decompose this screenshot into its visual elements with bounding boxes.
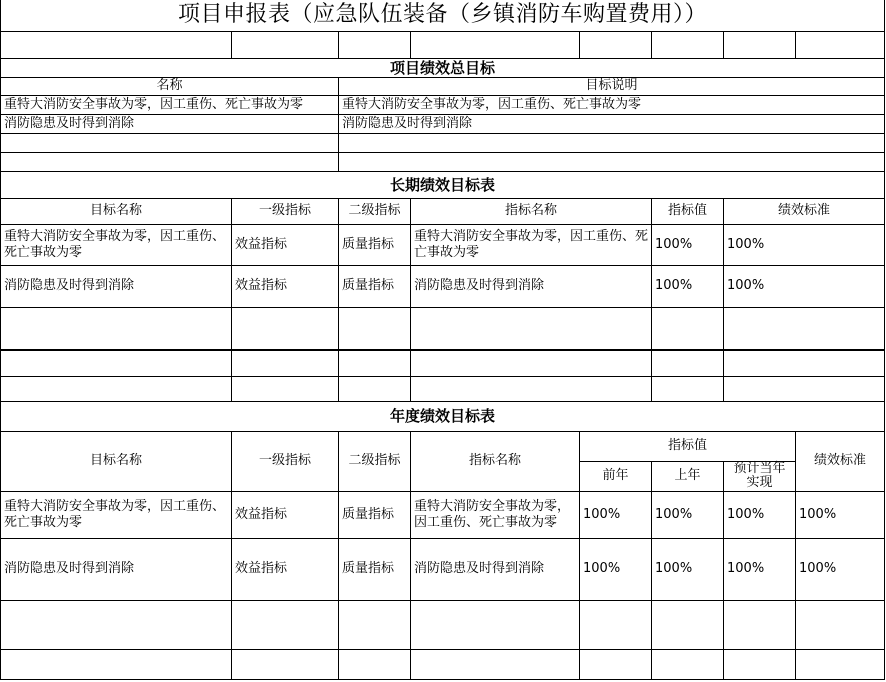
annual-level2-indicator: 质量指标 <box>339 538 411 600</box>
annual-level1-header: 一级指标 <box>232 431 339 491</box>
annual-year-before-last-value: 100% <box>580 538 652 600</box>
overall-goal-description: 重特大消防安全事故为零，因工重伤、死亡事故为零 <box>339 95 885 114</box>
long-term-heading-row <box>1 171 885 198</box>
long-term-level2-header: 二级指标 <box>339 198 411 224</box>
overall-name-header: 名称 <box>1 77 339 95</box>
overall-goal-heading: 项目绩效总目标 <box>1 58 885 77</box>
form-title: 项目申报表（应急队伍装备（乡镇消防车购置费用）） <box>1 0 885 31</box>
empty-cell <box>796 600 885 649</box>
long-term-performance-standard: 100% <box>724 224 885 265</box>
annual-goal-name: 消防隐患及时得到消除 <box>1 538 232 600</box>
long-term-header-row <box>1 198 885 224</box>
long-term-indicator-name: 消防隐患及时得到消除 <box>411 265 652 307</box>
empty-cell <box>1 350 232 376</box>
empty-cell <box>1 133 339 152</box>
annual-standard-header: 绩效标准 <box>796 431 885 491</box>
table-row <box>1 265 885 307</box>
long-term-level2-indicator: 质量指标 <box>339 224 411 265</box>
annual-indicator-header: 指标名称 <box>411 431 580 491</box>
empty-cell <box>652 307 724 350</box>
long-term-indicator-name: 重特大消防安全事故为零，因工重伤、死亡事故为零 <box>411 224 652 265</box>
long-term-level2-indicator: 质量指标 <box>339 265 411 307</box>
empty-cell <box>411 31 580 58</box>
table-row <box>1 133 885 152</box>
empty-cell <box>724 31 796 58</box>
overall-goal-name: 消防隐患及时得到消除 <box>1 114 339 133</box>
annual-level1-indicator: 效益指标 <box>232 491 339 538</box>
empty-cell <box>724 376 885 401</box>
overall-goal-description: 消防隐患及时得到消除 <box>339 114 885 133</box>
table-row <box>1 307 885 350</box>
empty-cell <box>232 376 339 401</box>
empty-cell <box>411 600 580 649</box>
empty-cell <box>652 376 724 401</box>
table-row <box>1 600 885 649</box>
annual-indicator-name: 消防隐患及时得到消除 <box>411 538 580 600</box>
empty-cell <box>1 376 232 401</box>
annual-level2-header: 二级指标 <box>339 431 411 491</box>
annual-level2-indicator: 质量指标 <box>339 491 411 538</box>
long-term-level1-indicator: 效益指标 <box>232 265 339 307</box>
long-term-indicator-value: 100% <box>652 224 724 265</box>
annual-current-year-value: 100% <box>724 538 796 600</box>
table-row <box>1 95 885 114</box>
empty-cell <box>1 649 232 679</box>
annual-last-year-header: 上年 <box>652 461 724 491</box>
long-term-indicator-header: 指标名称 <box>411 198 652 224</box>
table-row <box>1 350 885 376</box>
empty-cell <box>652 600 724 649</box>
annual-performance-standard: 100% <box>796 538 885 600</box>
empty-cell <box>580 31 652 58</box>
annual-goal-name: 重特大消防安全事故为零，因工重伤、死亡事故为零 <box>1 491 232 538</box>
empty-cell <box>652 31 724 58</box>
empty-cell <box>652 350 724 376</box>
empty-cell <box>580 649 652 679</box>
overall-header-row <box>1 77 885 95</box>
empty-cell <box>339 307 411 350</box>
annual-year-before-last-value: 100% <box>580 491 652 538</box>
empty-cell <box>339 649 411 679</box>
empty-cell <box>232 350 339 376</box>
empty-cell <box>339 31 411 58</box>
long-term-goal-name: 重特大消防安全事故为零，因工重伤、死亡事故为零 <box>1 224 232 265</box>
empty-cell <box>724 649 796 679</box>
annual-heading: 年度绩效目标表 <box>1 401 885 431</box>
annual-current-year-header: 预计当年实现 <box>733 461 786 490</box>
empty-cell <box>724 350 885 376</box>
empty-cell <box>724 600 796 649</box>
empty-cell <box>580 600 652 649</box>
table-row <box>1 376 885 401</box>
empty-cell <box>232 31 339 58</box>
annual-goal-header: 目标名称 <box>1 431 232 491</box>
annual-current-year-value: 100% <box>724 491 796 538</box>
table-row <box>1 224 885 265</box>
annual-header-row <box>1 431 885 461</box>
empty-cell <box>411 307 652 350</box>
empty-cell <box>411 649 580 679</box>
empty-cell <box>339 152 885 171</box>
long-term-value-header: 指标值 <box>652 198 724 224</box>
annual-indicator-name: 重特大消防安全事故为零，因工重伤、死亡事故为零 <box>411 491 580 538</box>
empty-cell <box>1 600 232 649</box>
long-term-level1-header: 一级指标 <box>232 198 339 224</box>
overall-heading-row <box>1 58 885 77</box>
empty-cell <box>724 307 885 350</box>
overall-description-header: 目标说明 <box>339 77 885 95</box>
blank-row <box>1 31 885 58</box>
annual-year-before-last-header: 前年 <box>580 461 652 491</box>
annual-heading-row <box>1 401 885 431</box>
empty-cell <box>796 31 885 58</box>
annual-last-year-value: 100% <box>652 538 724 600</box>
table-row <box>1 152 885 171</box>
empty-cell <box>339 350 411 376</box>
table-row <box>1 114 885 133</box>
annual-level1-indicator: 效益指标 <box>232 538 339 600</box>
empty-cell <box>411 350 652 376</box>
empty-cell <box>411 376 652 401</box>
table-row <box>1 649 885 679</box>
long-term-performance-standard: 100% <box>724 265 885 307</box>
long-term-standard-header: 绩效标准 <box>724 198 885 224</box>
annual-value-header: 指标值 <box>580 431 796 461</box>
long-term-level1-indicator: 效益指标 <box>232 224 339 265</box>
empty-cell <box>796 649 885 679</box>
annual-last-year-value: 100% <box>652 491 724 538</box>
table-row <box>1 491 885 538</box>
empty-cell <box>1 31 232 58</box>
long-term-goal-name: 消防隐患及时得到消除 <box>1 265 232 307</box>
empty-cell <box>232 649 339 679</box>
empty-cell <box>1 152 339 171</box>
long-term-heading: 长期绩效目标表 <box>1 171 885 198</box>
empty-cell <box>339 376 411 401</box>
empty-cell <box>339 133 885 152</box>
overall-goal-name: 重特大消防安全事故为零，因工重伤、死亡事故为零 <box>1 95 339 114</box>
empty-cell <box>232 307 339 350</box>
empty-cell <box>1 307 232 350</box>
long-term-goal-header: 目标名称 <box>1 198 232 224</box>
annual-performance-standard: 100% <box>796 491 885 538</box>
long-term-indicator-value: 100% <box>652 265 724 307</box>
empty-cell <box>232 600 339 649</box>
table-row <box>1 538 885 600</box>
empty-cell <box>339 600 411 649</box>
title-row <box>1 0 885 31</box>
annual-current-year-header-cell <box>724 461 796 491</box>
empty-cell <box>652 649 724 679</box>
